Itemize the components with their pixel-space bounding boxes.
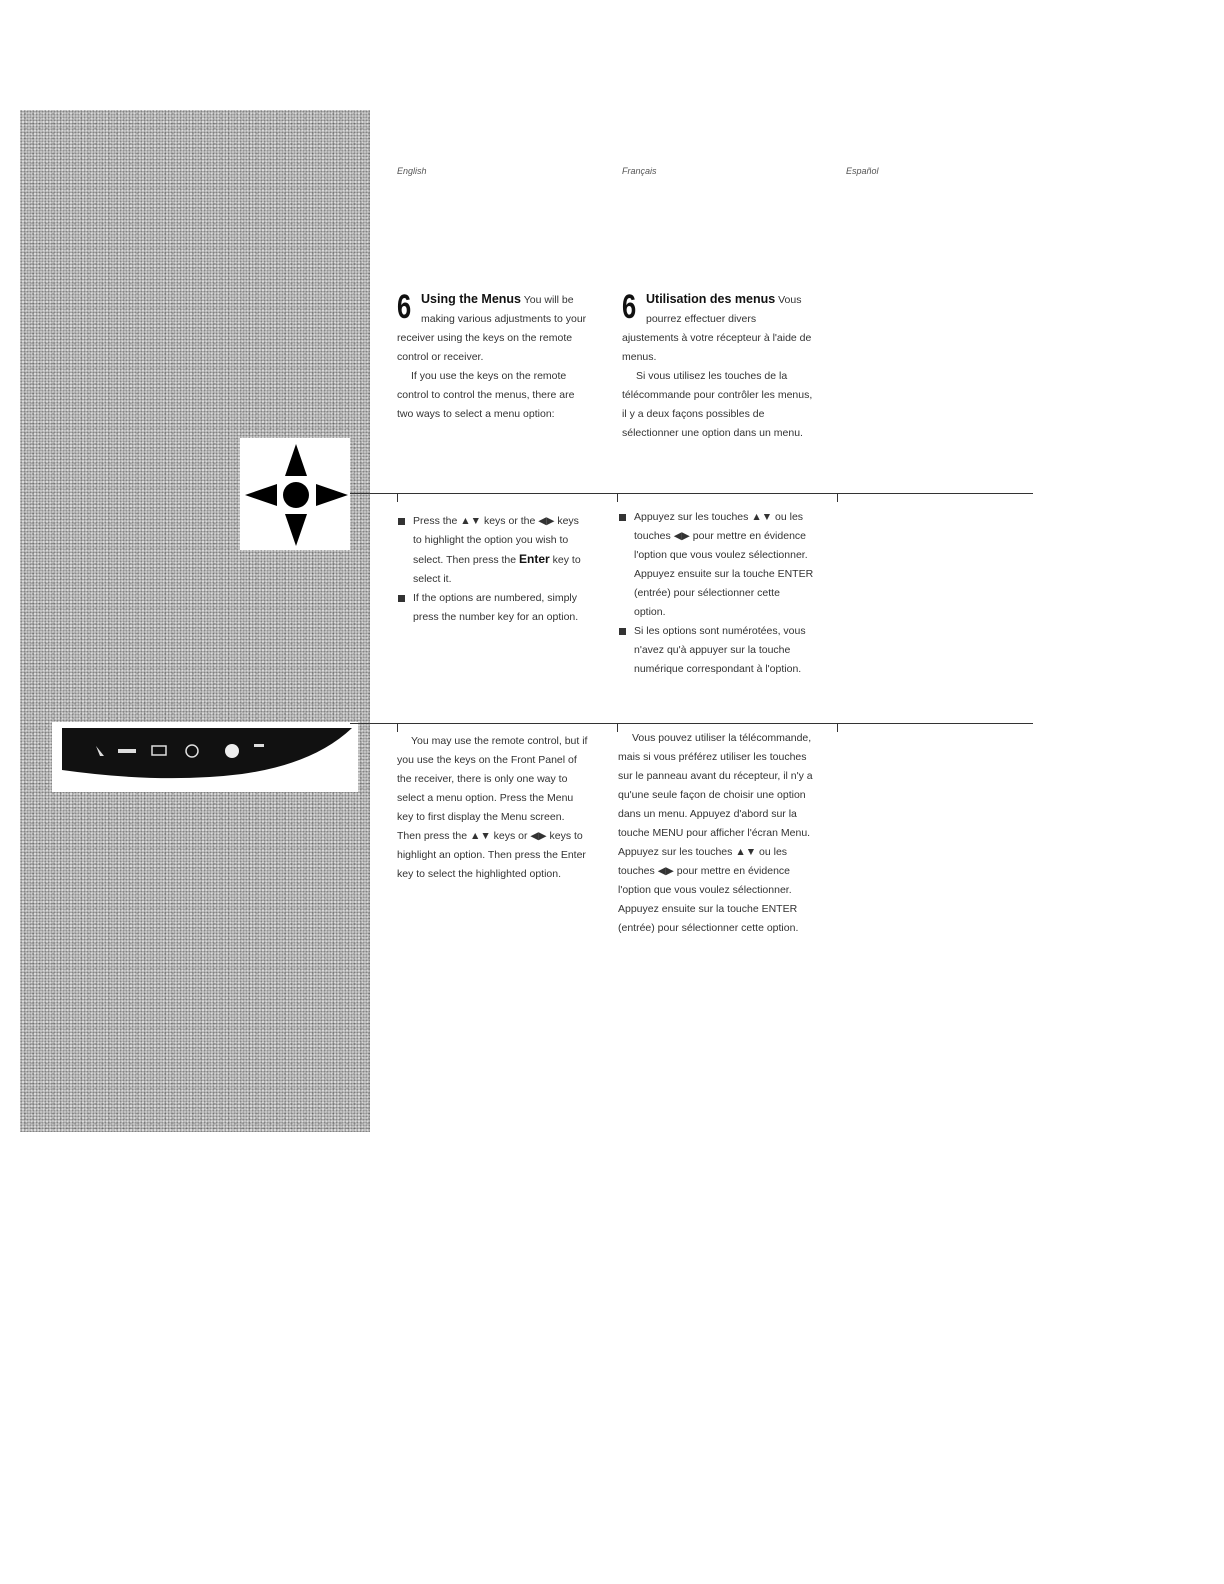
english-bullet1-pre: Press the ▲▼ keys or the ◀▶ keys to highlight the option you wish to select. Then press the — [413, 515, 579, 566]
french-step-title: Utilisation des menus — [646, 292, 776, 306]
language-english: English — [397, 166, 427, 176]
list-item: Appuyez sur les touches ▲▼ ou les touches ◀▶ pour mettre en évidence l'option que vous voulez sélectionner. Appuyez ensuite sur la touche ENTER (entrée) pour sélectionner cette option. — [618, 508, 814, 622]
arrow-up-icon — [285, 444, 307, 476]
receiver-front-panel-icon — [52, 722, 358, 792]
list-item — [397, 512, 589, 589]
arrow-left-icon — [245, 484, 277, 506]
english-front-panel — [397, 732, 589, 884]
english-bullet1-post: key to select it. — [413, 554, 581, 585]
enter-key-icon — [225, 744, 239, 758]
remote-directional-pad-icon — [240, 438, 350, 550]
divider-tick — [837, 723, 838, 732]
dpad-graphic — [240, 438, 350, 550]
arrow-down-icon — [285, 514, 307, 546]
list-item: Si les options sont numérotées, vous n'avez qu'à appuyer sur la touche numérique correspondant à l'option. — [618, 622, 814, 679]
english-step-number: 6 — [397, 288, 412, 326]
language-spanish: Español — [846, 166, 879, 176]
divider-line — [350, 493, 1033, 494]
list-item: If the options are numbered, simply press the number key for an option. — [397, 589, 589, 627]
english-options — [397, 512, 589, 627]
panel-key-icon — [118, 749, 136, 753]
english-step-title: Using the Menus — [421, 292, 522, 306]
enter-key-label: Enter — [519, 552, 550, 566]
divider-tick — [397, 493, 398, 502]
french-intro-text-2: Si vous utilisez les touches de la télécommande pour contrôler les menus, il y a deux façons possibles de sélectionner une option dans un menu. — [622, 370, 813, 439]
french-step-number: 6 — [622, 288, 637, 326]
english-intro-text-2: If you use the keys on the remote control to control the menus, there are two ways to select a menu option: — [397, 370, 575, 420]
english-intro — [397, 290, 589, 424]
french-front-panel-text: Vous pouvez utiliser la télécommande, mais si vous préférez utiliser les touches sur le panneau avant du récepteur, il n'y a qu'une seule façon de choisir une option dans un menu. Appuyez d'abord sur la touche MENU pour afficher l'écran Menu. Appuyez sur les touches ▲▼ ou les touches ◀▶ pour mettre en évidence l'option que vous voulez sélectionner. Appuyez ensuite sur la touche ENTER (entrée) pour sélectionner cette option. — [618, 732, 813, 934]
french-options — [618, 508, 814, 679]
divider-tick — [397, 723, 398, 732]
indicator-icon — [254, 744, 264, 747]
english-intro-text: You will be making various adjustments to your receiver using the keys on the remote control or receiver. — [397, 294, 587, 363]
english-front-panel-text: You may use the remote control, but if you use the keys on the Front Panel of the receiver, there is only one way to select a menu option. Press the Menu key to first display the Menu screen. Then press the ▲▼ keys or ◀▶ keys to highlight an option. Then press the Enter key to select the highlighted option. — [397, 735, 588, 880]
front-panel-graphic — [52, 722, 358, 792]
french-intro-text: Vous pourrez effectuer divers ajustements à votre récepteur à l'aide de menus. — [622, 294, 812, 363]
french-front-panel — [618, 729, 814, 938]
halftone-sidebar — [20, 110, 370, 1132]
language-french: Français — [622, 166, 657, 176]
arrow-right-icon — [316, 484, 348, 506]
center-button-icon — [283, 482, 309, 508]
divider-tick — [837, 493, 838, 502]
divider-line — [350, 723, 1033, 724]
divider-tick — [617, 493, 618, 502]
french-intro — [622, 290, 814, 443]
